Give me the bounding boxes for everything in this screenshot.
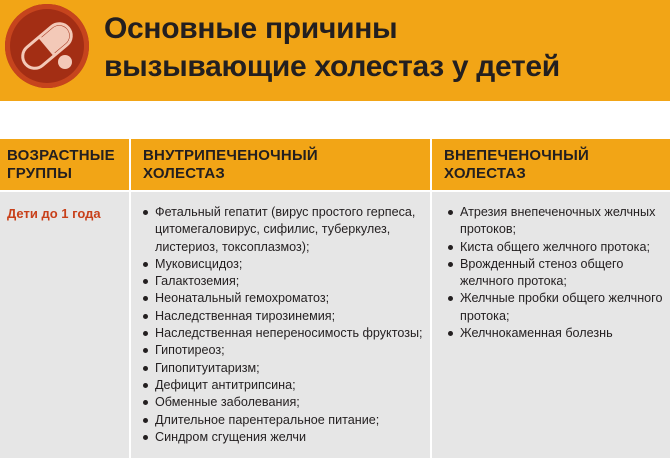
capsule-pill-icon xyxy=(5,4,89,88)
age-group-cell: Дети до 1 года xyxy=(7,206,101,221)
list-item: Наследственная тирозинемия; xyxy=(141,308,426,325)
intrahepatic-causes-list xyxy=(141,204,426,446)
list-item: Дефицит антитрипсина; xyxy=(141,377,426,394)
list-item: Муковисцидоз; xyxy=(141,256,426,273)
table-body-row xyxy=(0,192,670,458)
list-item: Фетальный гепатит (вирус простого герпеса, цитомегаловирус, сифилис, туберкулез, листериоз, токсоплазмоз); xyxy=(141,204,426,256)
list-item: Гипотиреоз; xyxy=(141,342,426,359)
spacer xyxy=(0,101,670,139)
page-title: Основные причины вызывающие холестаз у детей xyxy=(104,12,560,83)
column-divider xyxy=(430,139,432,190)
header-banner xyxy=(0,0,670,101)
list-item: Неонатальный гемохроматоз; xyxy=(141,290,426,307)
list-item: Синдром сгущения желчи xyxy=(141,429,426,446)
table-header-row xyxy=(0,139,670,190)
list-item: Врожденный стеноз общего желчного протока; xyxy=(446,256,668,291)
list-item: Атрезия внепеченочных желчных протоков; xyxy=(446,204,668,239)
column-header-age-groups: ВОЗРАСТНЫЕ ГРУППЫ xyxy=(7,147,115,182)
capsule-pill-icon-graphic xyxy=(5,4,89,88)
extrahepatic-causes-list xyxy=(446,204,668,342)
list-item: Желчнокаменная болезнь xyxy=(446,325,668,342)
list-item: Обменные заболевания; xyxy=(141,394,426,411)
column-divider xyxy=(430,192,432,458)
list-item: Киста общего желчного протока; xyxy=(446,239,668,256)
list-item: Длительное парентеральное питание; xyxy=(141,412,426,429)
list-item: Желчные пробки общего желчного протока; xyxy=(446,290,668,325)
list-item: Гипопитуитаризм; xyxy=(141,360,426,377)
column-header-intrahepatic: ВНУТРИПЕЧЕНОЧНЫЙ ХОЛЕСТАЗ xyxy=(143,147,318,182)
column-header-extrahepatic: ВНЕПЕЧЕНОЧНЫЙ ХОЛЕСТАЗ xyxy=(444,147,589,182)
column-divider xyxy=(129,192,131,458)
list-item: Галактоземия; xyxy=(141,273,426,290)
column-divider xyxy=(129,139,131,190)
list-item: Наследственная непереносимость фруктозы; xyxy=(141,325,426,342)
